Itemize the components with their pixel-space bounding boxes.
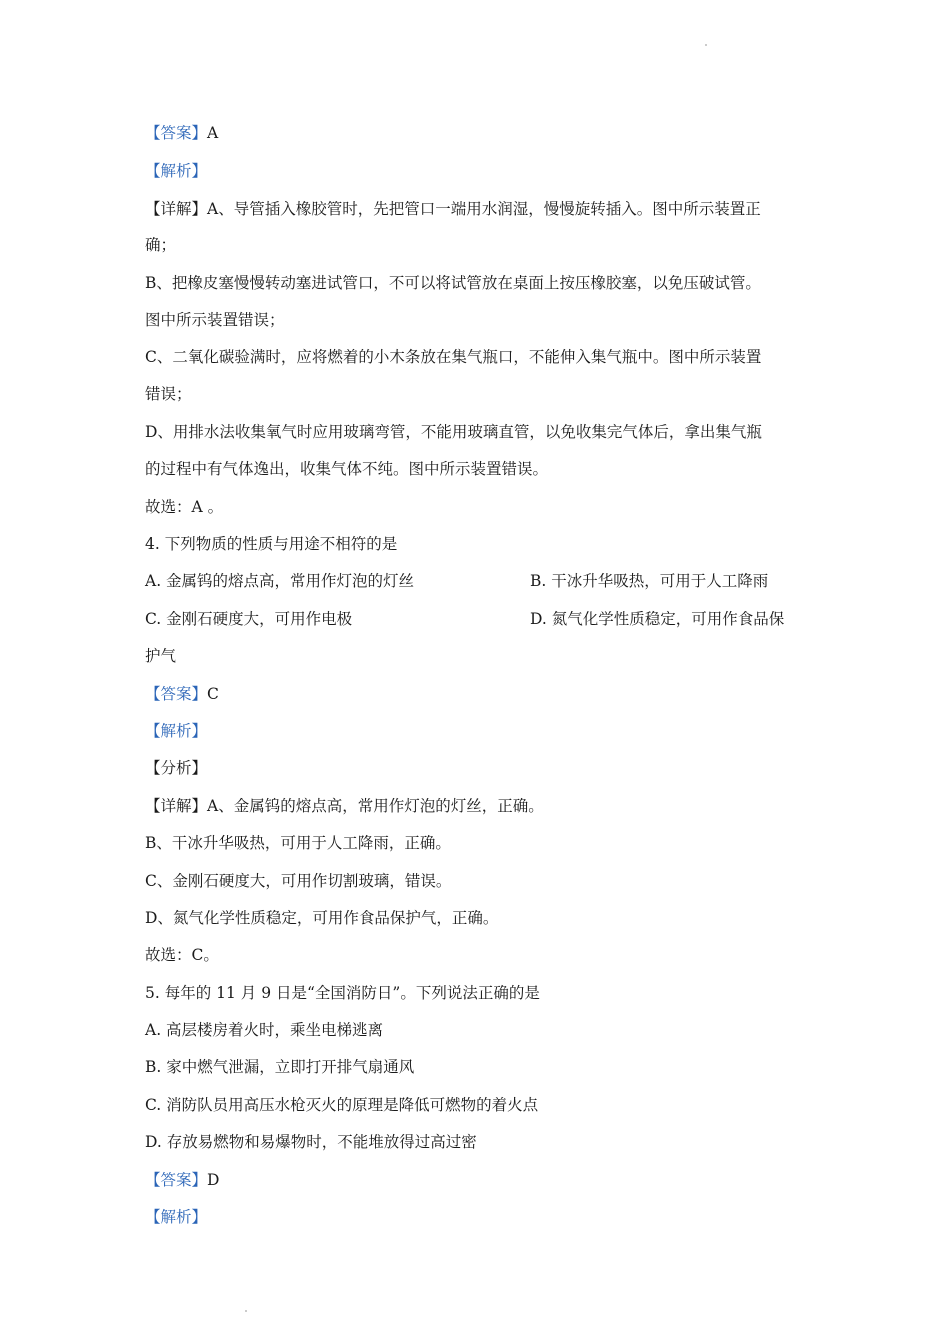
q5-answer-line xyxy=(145,1170,219,1190)
answer-tag: 【答案】 xyxy=(145,1171,208,1189)
answer-value: D xyxy=(207,1171,220,1189)
q5-option-c: C. 消防队员用高压水枪灭火的原理是降低可燃物的着火点 xyxy=(145,1096,539,1114)
q4-fenxi-line xyxy=(145,758,207,778)
q4-option-c: C. 金刚石硬度大，可用作电极 xyxy=(145,610,353,628)
q4-option-a: A. 金属钨的熔点高，常用作灯泡的灯丝 xyxy=(145,572,415,590)
q4-conclusion: 故选：C。 xyxy=(145,946,219,964)
q3-analysis-line xyxy=(145,161,207,181)
page-bottom-mark xyxy=(245,1310,247,1312)
analysis-tag: 【解析】 xyxy=(145,722,208,740)
detail-text: A、金属钨的熔点高，常用作灯泡的灯丝，正确。 xyxy=(207,797,544,815)
q3-detail-line-2: 确； xyxy=(145,236,177,254)
q4-options-row-2 xyxy=(145,609,815,629)
q4-answer-line xyxy=(145,684,219,704)
q3-option-b-explanation: B、把橡皮塞慢慢转动塞进试管口，不可以将试管放在桌面上按压橡胶塞，以免压破试管。 xyxy=(145,274,761,292)
answer-value: C xyxy=(207,685,219,703)
q3-option-d-explanation-2: 的过程中有气体逸出，收集气体不纯。图中所示装置错误。 xyxy=(145,460,549,478)
q3-option-d-explanation: D、用排水法收集氧气时应用玻璃弯管，不能用玻璃直管，以免收集完气体后，拿出集气瓶 xyxy=(145,423,762,441)
answer-tag: 【答案】 xyxy=(145,685,208,703)
detail-tag: 【详解】 xyxy=(145,797,208,815)
q4-question: 4. 下列物质的性质与用途不相符的是 xyxy=(145,535,398,553)
detail-text: A、导管插入橡胶管时，先把管口一端用水润湿，慢慢旋转插入。图中所示装置正 xyxy=(207,200,761,218)
answer-tag: 【答案】 xyxy=(145,124,208,142)
q3-detail-line xyxy=(145,199,761,219)
detail-tag: 【详解】 xyxy=(145,200,208,218)
q4-detail-line xyxy=(145,796,544,816)
q4-option-d: D. 氮气化学性质稳定，可用作食品保 xyxy=(530,610,785,628)
q5-analysis-line xyxy=(145,1207,207,1227)
analysis-tag: 【解析】 xyxy=(145,1208,208,1226)
q4-options-row-1 xyxy=(145,571,815,591)
q5-question: 5. 每年的 11 月 9 日是“全国消防日”。下列说法正确的是 xyxy=(145,984,540,1002)
q5-option-b: B. 家中燃气泄漏，立即打开排气扇通风 xyxy=(145,1058,415,1076)
page-corner-mark xyxy=(705,44,707,46)
fenxi-tag: 【分析】 xyxy=(145,759,208,777)
answer-value: A xyxy=(207,124,219,142)
q4-option-d-continued: 护气 xyxy=(145,647,177,665)
q3-option-b-explanation-2: 图中所示装置错误； xyxy=(145,311,285,329)
q4-detail-c: C、金刚石硬度大，可用作切割玻璃，错误。 xyxy=(145,872,452,890)
q5-option-d: D. 存放易燃物和易爆物时，不能堆放得过高过密 xyxy=(145,1133,477,1151)
q4-option-b: B. 干冰升华吸热，可用于人工降雨 xyxy=(530,572,769,590)
q3-option-c-explanation: C、二氧化碳验满时，应将燃着的小木条放在集气瓶口，不能伸入集气瓶中。图中所示装置 xyxy=(145,348,762,366)
q3-conclusion: 故选：A 。 xyxy=(145,498,224,516)
q3-option-c-explanation-2: 错误； xyxy=(145,385,192,403)
q4-analysis-line xyxy=(145,721,207,741)
q3-answer-line xyxy=(145,123,218,143)
analysis-tag: 【解析】 xyxy=(145,162,208,180)
q4-detail-b: B、干冰升华吸热，可用于人工降雨，正确。 xyxy=(145,834,451,852)
q5-option-a: A. 高层楼房着火时，乘坐电梯逃离 xyxy=(145,1021,384,1039)
q4-detail-d: D、氮气化学性质稳定，可用作食品保护气，正确。 xyxy=(145,909,499,927)
